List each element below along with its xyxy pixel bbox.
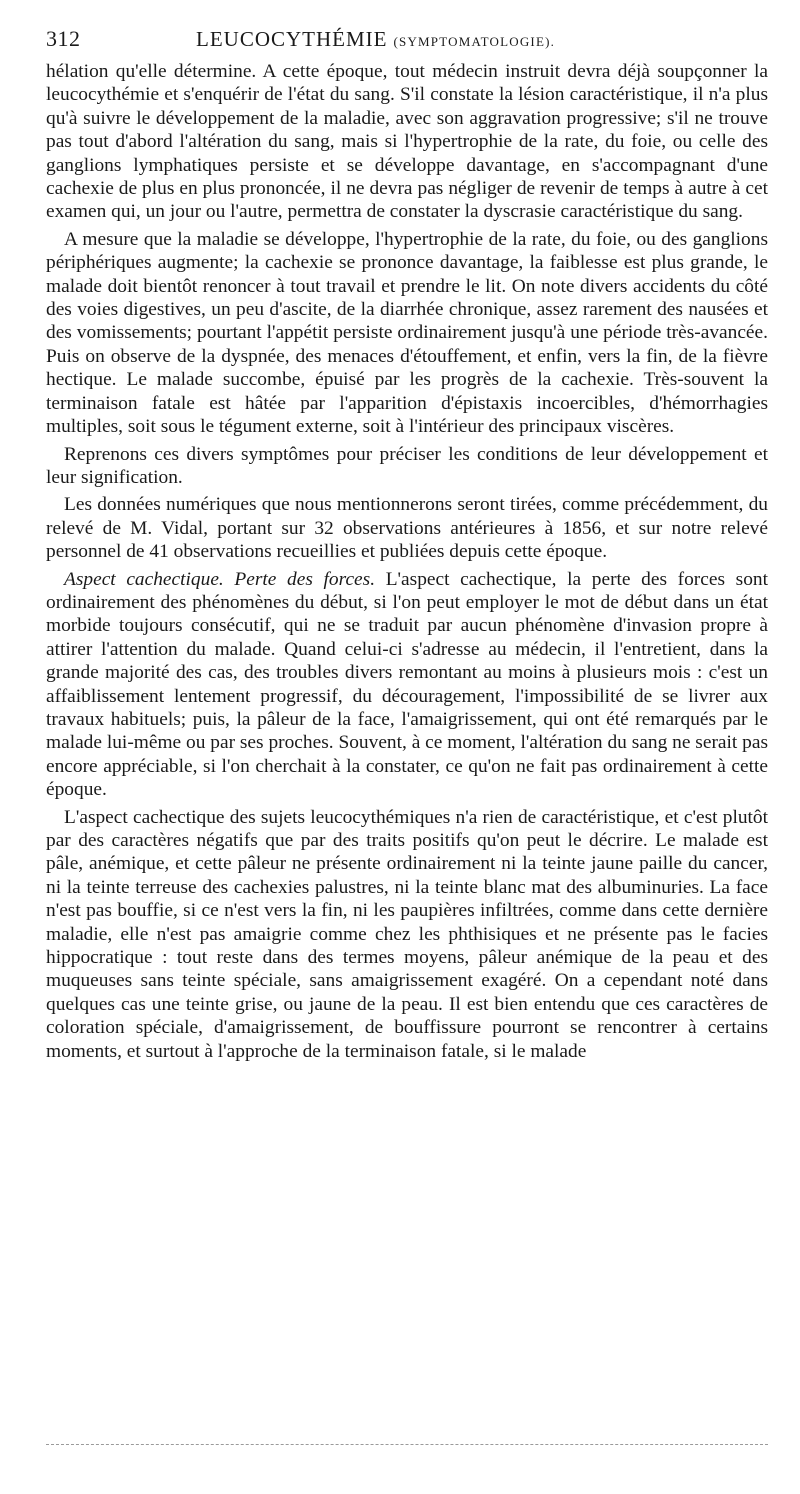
paragraph-1: hélation qu'elle détermine. A cette époque, tout médecin instruit devra déjà soupçonner la leucocythémie et s'enquérir de l'état du sang. S'il constate la lésion caractéristique, il n'a plus qu'à suivre le développement de la maladie, avec son aggravation progressive; s'il ne trouve pas tout d'abord l'altération du sang, mais si l'hypertrophie de la rate, du foie, ou celle des ganglions lymphatiques persiste et se développe davantage, en s'accompagnant d'une cachexie de plus en plus prononcée, il ne devra pas négliger de revenir de temps à autre à cet examen qui, un jour ou l'autre, permettra de constater la dyscrasie caractéristique du sang. [46, 61, 768, 223]
paragraph-4: Les données numériques que nous mentionnerons seront tirées, comme précédemment, du relevé de M. Vidal, portant sur 32 observations antérieures à 1856, et sur notre relevé personnel de 41 observations recueillies et publiées depuis cette époque. [46, 494, 768, 563]
paragraph-2: A mesure que la maladie se développe, l'hypertrophie de la rate, du foie, ou des ganglions périphériques augmente; la cachexie se prononce davantage, la faiblesse est plus grande, le malade doit bientôt renoncer à tout travail et prendre le lit. On note divers accidents du côté des voies digestives, un peu d'ascite, de la diarrhée chronique, assez rarement des nausées et des vomissements; pourtant l'appétit persiste ordinairement jusqu'à une période très-avancée. Puis on observe de la dyspnée, des menaces d'étouffement, et enfin, vers la fin, de la fièvre hectique. Le malade succombe, épuisé par les progrès de la cachexie. Très-souvent la terminaison fatale est hâtée par l'apparition d'épistaxis incoercibles, d'hémorrhagies multiples, soit sous le tégument externe, soit à l'intérieur des principaux viscères. [46, 228, 768, 438]
footer-rule [46, 1444, 768, 1445]
paragraph-5 [46, 568, 768, 802]
paragraph-3: Reprenons ces divers symptômes pour préciser les conditions de leur développement et leur signification. [46, 443, 768, 488]
section-heading: Aspect cachectique. Perte des forces. [64, 568, 376, 590]
page-number: 312 [46, 26, 81, 51]
running-head [46, 26, 768, 60]
page [46, 26, 768, 1067]
running-subtitle: (SYMPTOMATOLOGIE). [393, 34, 556, 49]
body-text [46, 60, 768, 1063]
running-title: LEUCOCYTHÉMIE [196, 27, 388, 51]
paragraph-5-text: L'aspect cachectique, la perte des forces sont ordinairement des phénomènes du début, si l'on peut employer le mot de début dans un état morbide toujours consécutif, qui ne se traduit par aucun phénomène d'invasion propre à attirer l'attention du malade. Quand celui-ci s'adresse au médecin, il l'entretient, dans la grande majorité des cas, des troubles divers remontant au moins à plusieurs mois : c'est un affaiblissement lentement progressif, du découragement, l'impossibilité de se livrer aux travaux habituels; puis, la pâleur de la face, l'amaigrissement, qui ont été remarqués par le malade lui-même ou par ses proches. Souvent, à ce moment, l'altération du sang ne serait pas encore appréciable, si l'on cherchait à la constater, ce qu'on ne fait pas ordinairement à cette époque. [46, 568, 768, 801]
paragraph-6: L'aspect cachectique des sujets leucocythémiques n'a rien de caractéristique, et c'est plutôt par des caractères négatifs que par des traits positifs qu'on peut le décrire. Le malade est pâle, anémique, et cette pâleur ne présente ordinairement ni la teinte jaune paille du cancer, ni la teinte terreuse des cachexies palustres, ni la teinte blanc mat des albuminuries. La face n'est pas bouffie, si ce n'est vers la fin, ni les paupières infiltrées, comme dans cette dernière maladie, elle n'est pas amaigrie comme chez les phthisiques et ne présente pas le facies hippocratique : tout reste dans des termes moyens, pâleur anémique de la peau et des muqueuses sans teinte spéciale, sans amaigrissement exagéré. On a cependant noté dans quelques cas une teinte grise, ou jaune de la peau. Il est bien entendu que ces caractères de coloration spéciale, d'amaigrissement, de bouffissure pourront se rencontrer à certains moments, et surtout à l'approche de la terminaison fatale, si le malade [46, 806, 768, 1062]
